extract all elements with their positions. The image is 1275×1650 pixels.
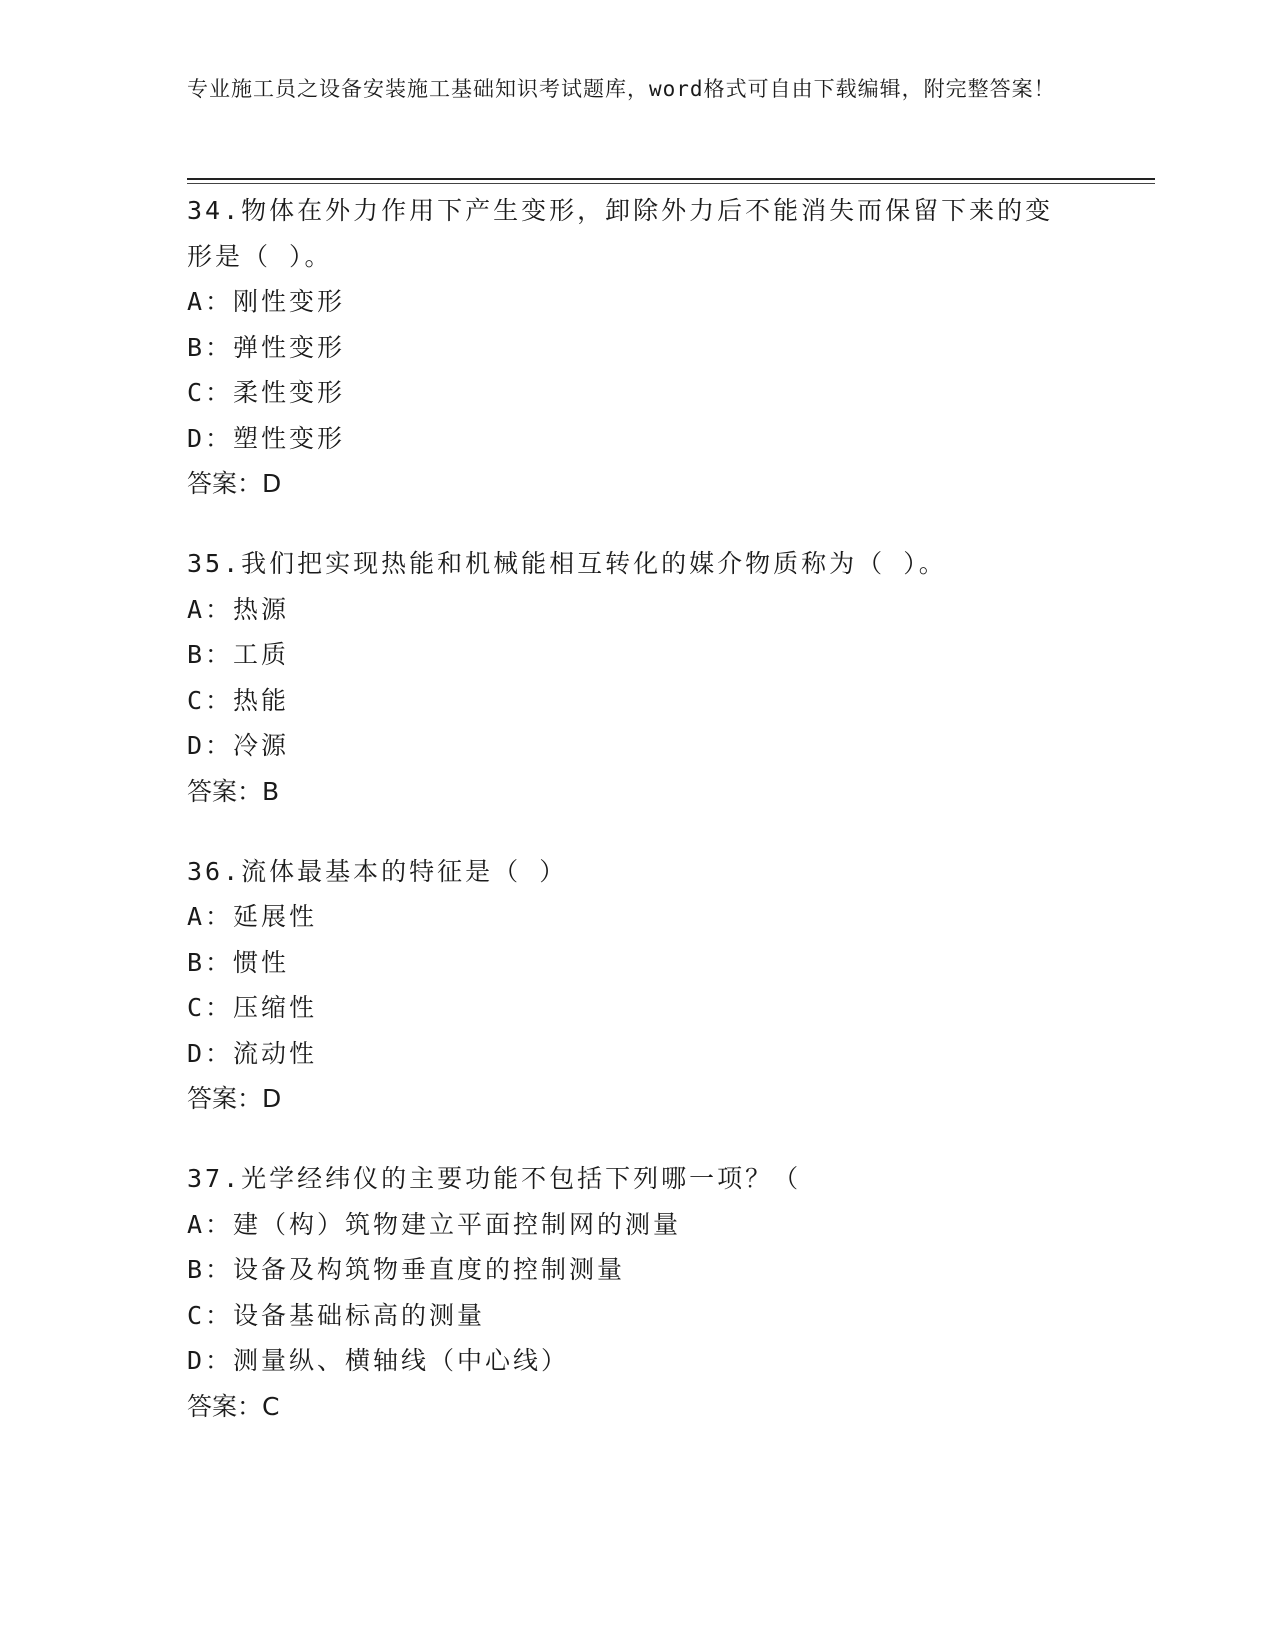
option-d: D：测量纵、横轴线（中心线） — [187, 1346, 570, 1375]
header-divider-thick — [187, 178, 1155, 180]
answer-line: 答案：C — [187, 1391, 280, 1421]
question-stem: 34.物体在外力作用下产生变形，卸除外力后不能消失而保留下来的变形是（ ）。 — [187, 196, 1054, 271]
question-35 — [187, 541, 1087, 815]
question-list — [187, 188, 1087, 1464]
option-a: A：热源 — [187, 594, 290, 624]
option-a: A：刚性变形 — [187, 287, 346, 316]
header-divider-thin — [187, 183, 1155, 184]
option-c: C：压缩性 — [187, 993, 318, 1022]
answer-line: 答案：D — [187, 469, 282, 498]
question-34 — [187, 188, 1087, 507]
option-a: A：延展性 — [187, 902, 318, 931]
question-stem: 35.我们把实现热能和机械能相互转化的媒介物质称为（ ）。 — [187, 549, 947, 578]
option-d: D：塑性变形 — [187, 423, 346, 453]
option-b: B：工质 — [187, 640, 290, 669]
option-d: D：冷源 — [187, 731, 290, 760]
document-header: 专业施工员之设备安装施工基础知识考试题库，word格式可自由下载编辑，附完整答案！ — [187, 77, 1056, 101]
option-d: D：流动性 — [187, 1038, 318, 1068]
answer-line: 答案：D — [187, 1084, 282, 1113]
option-b: B：惯性 — [187, 947, 290, 977]
option-c: C：柔性变形 — [187, 378, 346, 407]
question-36 — [187, 849, 1087, 1123]
answer-line: 答案：B — [187, 776, 280, 806]
option-a: A：建（构）筑物建立平面控制网的测量 — [187, 1209, 682, 1239]
question-stem: 36.流体最基本的特征是（ ） — [187, 856, 568, 886]
option-c: C：热能 — [187, 685, 290, 715]
question-stem: 37.光学经纬仪的主要功能不包括下列哪一项？（ — [187, 1164, 802, 1193]
option-b: B：设备及构筑物垂直度的控制测量 — [187, 1255, 626, 1284]
option-b: B：弹性变形 — [187, 332, 346, 362]
question-37 — [187, 1156, 1087, 1430]
option-c: C：设备基础标高的测量 — [187, 1300, 486, 1330]
